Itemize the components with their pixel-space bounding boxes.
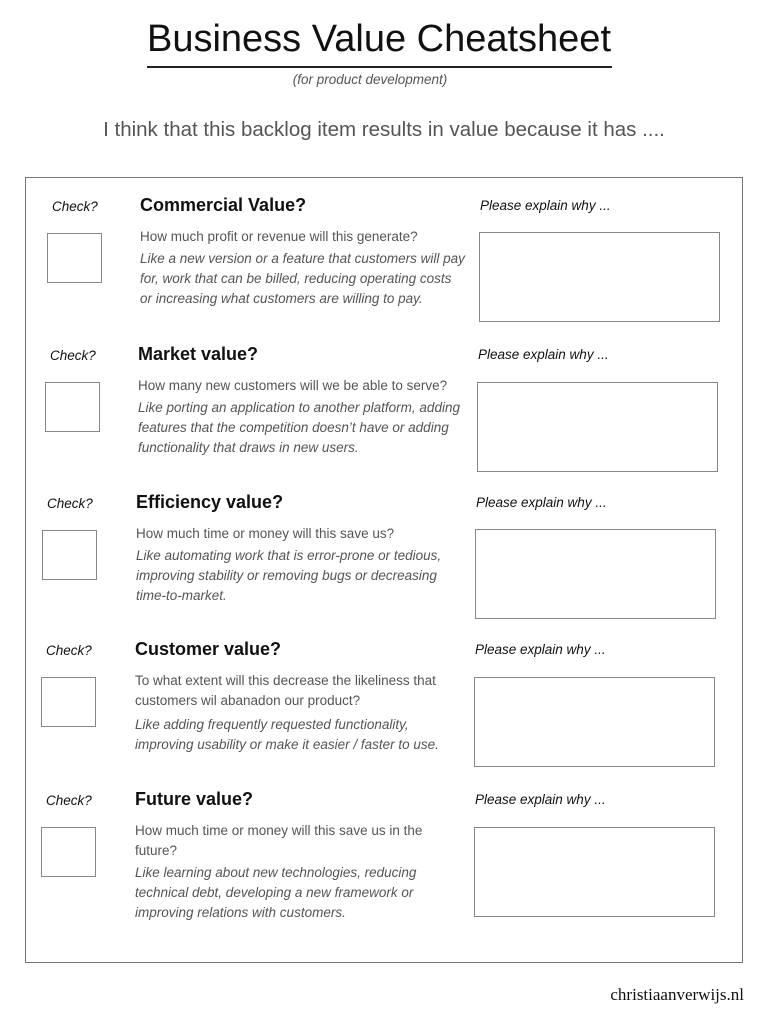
section-examples: Like learning about new technologies, reducing technical debt, developing a new framework or improving relations with customers. <box>135 865 417 920</box>
commercial-value-explain-field[interactable] <box>479 232 720 322</box>
explain-label: Please explain why ... <box>475 792 606 807</box>
section-examples: Like a new version or a feature that customers will pay for, work that can be billed, reducing operating costs or increasing what customers are willing to pay. <box>140 251 465 306</box>
section-question: To what extent will this decrease the likeliness that customers wil abanadon our product? <box>135 673 436 708</box>
page-subtitle: (for product development) <box>292 72 448 87</box>
future-value-explain-field[interactable] <box>474 827 715 917</box>
section-heading: Customer value? <box>135 639 282 659</box>
check-label: Check? <box>52 199 98 214</box>
section-heading: Market value? <box>138 344 259 364</box>
check-label: Check? <box>46 643 92 658</box>
footer-site-link: christiaanverwijs.nl <box>610 985 744 1004</box>
explain-label: Please explain why ... <box>476 495 607 510</box>
commercial-value-checkbox[interactable] <box>47 233 102 283</box>
explain-label: Please explain why ... <box>478 347 609 362</box>
section-heading: Efficiency value? <box>136 492 284 512</box>
section-question: How much profit or revenue will this generate? <box>140 229 418 244</box>
market-value-explain-field[interactable] <box>477 382 718 472</box>
efficiency-value-checkbox[interactable] <box>42 530 97 580</box>
explain-label: Please explain why ... <box>480 198 611 213</box>
market-value-checkbox[interactable] <box>45 382 100 432</box>
customer-value-checkbox[interactable] <box>41 677 96 727</box>
title-underline <box>147 66 612 68</box>
section-heading: Future value? <box>135 789 254 809</box>
section-question: How much time or money will this save us? <box>136 526 395 541</box>
section-examples: Like automating work that is error-prone or tedious, improving stability or removing bugs or decreasing time-to-market. <box>136 548 442 603</box>
section-examples: Like adding frequently requested functionality, improving usability or make it easier / faster to use. <box>135 717 439 752</box>
future-value-checkbox[interactable] <box>41 827 96 877</box>
page-title: Business Value Cheatsheet <box>146 18 612 60</box>
section-question: How many new customers will we be able to serve? <box>138 378 448 393</box>
check-label: Check? <box>50 348 96 363</box>
section-examples: Like porting an application to another platform, adding features that the competition doesn’t have or adding functionality that draws in new users. <box>138 400 460 455</box>
customer-value-explain-field[interactable] <box>474 677 715 767</box>
explain-label: Please explain why ... <box>475 642 606 657</box>
section-question: How much time or money will this save us in the future? <box>135 823 423 858</box>
section-heading: Commercial Value? <box>140 195 307 215</box>
intro-statement: I think that this backlog item results in value because it has .... <box>103 118 665 141</box>
check-label: Check? <box>46 793 92 808</box>
efficiency-value-explain-field[interactable] <box>475 529 716 619</box>
check-label: Check? <box>47 496 93 511</box>
